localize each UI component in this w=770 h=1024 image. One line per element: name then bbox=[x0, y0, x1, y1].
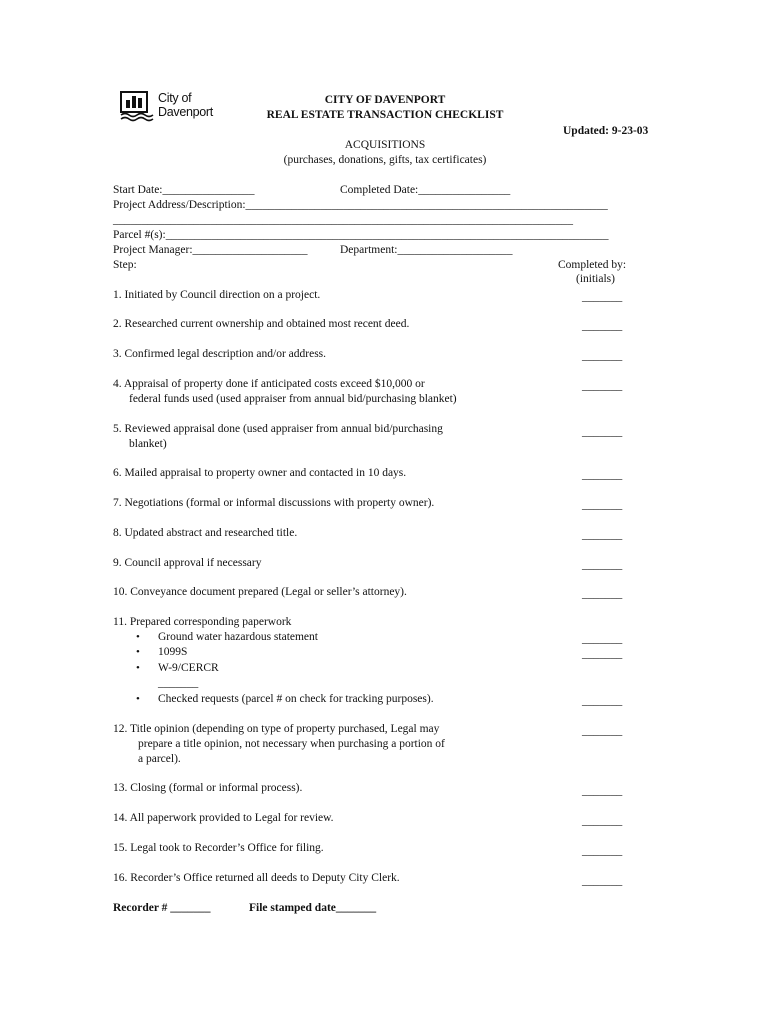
city-skyline-icon bbox=[118, 88, 158, 124]
initials-blank: _______ bbox=[582, 785, 623, 797]
sub-item: W-9/CERCR bbox=[158, 662, 219, 674]
step-item-continuation: blanket) bbox=[129, 438, 167, 450]
step-item: 13. Closing (formal or informal process). bbox=[113, 782, 303, 794]
step-item: 7. Negotiations (formal or informal discussions with property owner). bbox=[113, 497, 435, 509]
initials-blank: _______ bbox=[582, 845, 623, 857]
step-item-continuation: prepare a title opinion, not necessary when purchasing a portion of bbox=[138, 738, 445, 750]
step-item: 16. Recorder’s Office returned all deeds to Deputy City Clerk. bbox=[113, 872, 400, 884]
initials-blank: _______ bbox=[582, 291, 623, 303]
initials-blank: _______ bbox=[582, 499, 623, 511]
step-item: 15. Legal took to Recorder’s Office for filing. bbox=[113, 842, 324, 854]
document-subtitle: REAL ESTATE TRANSACTION CHECKLIST bbox=[266, 109, 504, 121]
logo-text bbox=[158, 91, 213, 119]
step-item: 5. Reviewed appraisal done (used appraiser from annual bid/purchasing bbox=[113, 423, 443, 435]
completed-date-field: Completed Date:________________ bbox=[340, 184, 511, 196]
initials-blank: _______ bbox=[582, 426, 623, 438]
initials-blank: _______ bbox=[582, 815, 623, 827]
bullet-icon: • bbox=[136, 646, 140, 658]
file-stamped-date-field: File stamped date_______ bbox=[249, 902, 377, 914]
step-item: 1. Initiated by Council direction on a project. bbox=[113, 289, 321, 301]
initials-blank: _______ bbox=[582, 559, 623, 571]
initials-blank: _______ bbox=[582, 875, 623, 887]
sub-item: 1099S bbox=[158, 646, 188, 658]
bullet-icon: • bbox=[136, 693, 140, 705]
city-logo bbox=[118, 88, 228, 124]
sub-item: Ground water hazardous statement bbox=[158, 631, 318, 643]
initials-blank: _______ bbox=[582, 648, 623, 660]
parcel-field: Parcel #(s):_____________________________________________________________________________ bbox=[113, 229, 609, 241]
project-manager-field: Project Manager:____________________ bbox=[113, 244, 308, 256]
step-item: 12. Title opinion (depending on type of property purchased, Legal may bbox=[113, 723, 440, 735]
initials-blank: _______ bbox=[582, 588, 623, 600]
initials-blank: _______ bbox=[582, 695, 623, 707]
bullet-icon: • bbox=[136, 662, 140, 674]
sub-item: Checked requests (parcel # on check for tracking purposes). bbox=[158, 693, 434, 705]
initials-blank: _______ bbox=[582, 633, 623, 645]
initials-blank: _______ bbox=[582, 469, 623, 481]
step-item: 3. Confirmed legal description and/or address. bbox=[113, 348, 327, 360]
project-address-field: Project Address/Description:_______________________________________________________________ bbox=[113, 199, 608, 211]
step-item-continuation: federal funds used (used appraiser from annual bid/purchasing blanket) bbox=[129, 393, 457, 405]
document-title: CITY OF DAVENPORT bbox=[324, 94, 446, 106]
initials-blank: _______ bbox=[582, 320, 623, 332]
section-description: (purchases, donations, gifts, tax certificates) bbox=[283, 154, 487, 166]
project-address-continuation: ________________________________________________________________________________ bbox=[113, 214, 573, 226]
initials-blank: _______ bbox=[582, 529, 623, 541]
updated-date: Updated: 9-23-03 bbox=[563, 125, 649, 137]
start-date-field: Start Date:________________ bbox=[113, 184, 255, 196]
step-item: 10. Conveyance document prepared (Legal or seller’s attorney). bbox=[113, 586, 407, 598]
bullet-icon: • bbox=[136, 631, 140, 643]
step-item: 6. Mailed appraisal to property owner and contacted in 10 days. bbox=[113, 467, 407, 479]
completed-by-label: Completed by: bbox=[558, 259, 627, 271]
initials-blank: _______ bbox=[158, 677, 199, 689]
initials-blank: _______ bbox=[582, 350, 623, 362]
logo-line2: Davenport bbox=[158, 105, 213, 119]
step-item: 2. Researched current ownership and obtained most recent deed. bbox=[113, 318, 410, 330]
initials-label: (initials) bbox=[576, 273, 615, 285]
step-item: 4. Appraisal of property done if anticipated costs exceed $10,000 or bbox=[113, 378, 425, 390]
initials-blank: _______ bbox=[582, 725, 623, 737]
recorder-number-field: Recorder # _______ bbox=[113, 902, 211, 914]
logo-line1: City of bbox=[158, 91, 192, 105]
step-item: 14. All paperwork provided to Legal for review. bbox=[113, 812, 334, 824]
step-label: Step: bbox=[113, 259, 137, 271]
initials-blank: _______ bbox=[582, 380, 623, 392]
step-item: 9. Council approval if necessary bbox=[113, 557, 262, 569]
section-heading: ACQUISITIONS bbox=[344, 139, 426, 151]
step-item: 11. Prepared corresponding paperwork bbox=[113, 616, 292, 628]
step-item: 8. Updated abstract and researched title. bbox=[113, 527, 298, 539]
department-field: Department:____________________ bbox=[340, 244, 513, 256]
step-item-continuation: a parcel). bbox=[138, 753, 181, 765]
